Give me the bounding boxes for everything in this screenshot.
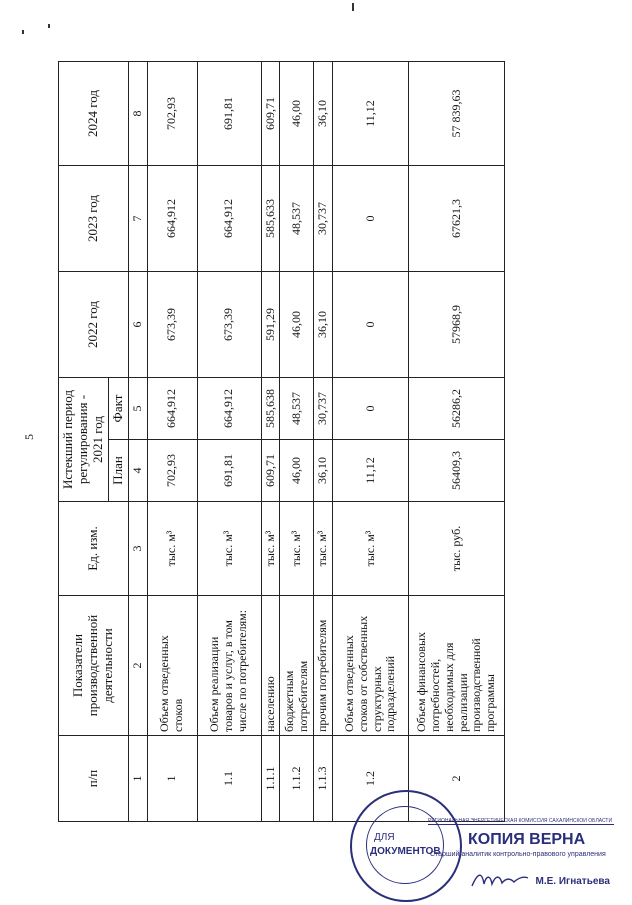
row-unit: тыс. м³ [314, 502, 333, 596]
table-row [197, 62, 261, 822]
stamp-position: Старший аналитик контрольно-правового управления [430, 851, 606, 858]
column-number: 3 [128, 502, 147, 596]
row-name: Объем отведенных стоков [147, 596, 197, 736]
row-2024: 46,00 [280, 62, 314, 166]
row-name: населению [261, 596, 280, 736]
seal-text-line-1: ДЛЯ [374, 832, 395, 843]
row-unit: тыс. руб. [409, 502, 505, 596]
row-fact: 664,912 [197, 378, 261, 440]
table-row [261, 62, 280, 822]
row-2022: 46,00 [280, 272, 314, 378]
row-name: бюджетным потребителям [280, 596, 314, 736]
row-fact: 664,912 [147, 378, 197, 440]
header-num: п/п [59, 736, 129, 822]
production-indicators-table [58, 61, 505, 822]
row-name: Объем реализации товаров и услуг, в том числе по потребителям: [197, 596, 261, 736]
row-unit: тыс. м³ [261, 502, 280, 596]
header-2023: 2023 год [59, 166, 129, 272]
row-num: 1.1 [197, 736, 261, 822]
header-plan: План [108, 440, 128, 502]
row-fact: 30,737 [314, 378, 333, 440]
table-row [147, 62, 197, 822]
row-plan: 36,10 [314, 440, 333, 502]
row-2023: 30,737 [314, 166, 333, 272]
page-number: 5 [22, 434, 36, 440]
row-2024: 702,93 [147, 62, 197, 166]
handwritten-signature [470, 868, 530, 890]
header-indicator: Показатели производственной деятельности [59, 596, 129, 736]
row-name: Объем финансовых потребностей, необходимых для реализации производственной программы [409, 596, 505, 736]
row-2022: 673,39 [147, 272, 197, 378]
row-2024: 691,81 [197, 62, 261, 166]
header-row [59, 62, 109, 822]
row-2022: 57968,9 [409, 272, 505, 378]
row-2024: 609,71 [261, 62, 280, 166]
row-unit: тыс. м³ [280, 502, 314, 596]
stamp-title: КОПИЯ ВЕРНА [468, 831, 586, 848]
seal-text-line-2: ДОКУМЕНТОВ [370, 846, 441, 857]
table-row [333, 62, 409, 822]
row-plan: 46,00 [280, 440, 314, 502]
row-num: 1.2 [333, 736, 409, 822]
row-2022: 36,10 [314, 272, 333, 378]
row-unit: тыс. м³ [197, 502, 261, 596]
table-row [280, 62, 314, 822]
column-number: 2 [128, 596, 147, 736]
header-period: Истекший период регулирования - 2021 год [59, 378, 109, 502]
row-fact: 585,638 [261, 378, 280, 440]
stamp-signatory-name: М.Е. Игнатьева [535, 876, 610, 887]
column-number: 5 [128, 378, 147, 440]
row-plan: 609,71 [261, 440, 280, 502]
row-2023: 585,633 [261, 166, 280, 272]
table-row [409, 62, 505, 822]
row-fact: 0 [333, 378, 409, 440]
row-name: прочим потребителям [314, 596, 333, 736]
header-2024: 2024 год [59, 62, 129, 166]
row-2023: 0 [333, 166, 409, 272]
row-fact: 48,537 [280, 378, 314, 440]
row-plan: 702,93 [147, 440, 197, 502]
column-numbers-row [128, 62, 147, 822]
header-unit: Ед. изм. [59, 502, 129, 596]
column-number: 7 [128, 166, 147, 272]
scan-mark [22, 30, 24, 34]
row-2022: 591,29 [261, 272, 280, 378]
scan-mark [352, 3, 354, 11]
column-number: 8 [128, 62, 147, 166]
rotated-table-wrapper [58, 62, 498, 822]
row-plan: 11,12 [333, 440, 409, 502]
row-num: 1 [147, 736, 197, 822]
row-2023: 664,912 [197, 166, 261, 272]
row-num: 1.1.2 [280, 736, 314, 822]
table-row [314, 62, 333, 822]
scan-mark [48, 24, 50, 28]
row-2023: 664,912 [147, 166, 197, 272]
row-2022: 0 [333, 272, 409, 378]
stamp-organization: РЕГИОНАЛЬНАЯ ЭНЕРГЕТИЧЕСКАЯ КОМИССИЯ САХАЛИНСКОЙ ОБЛАСТИ [428, 818, 613, 824]
row-name: Объем отведенных стоков от собственных структурных подразделений [333, 596, 409, 736]
row-2023: 48,537 [280, 166, 314, 272]
row-2024: 36,10 [314, 62, 333, 166]
header-2022: 2022 год [59, 272, 129, 378]
row-2022: 673,39 [197, 272, 261, 378]
column-number: 6 [128, 272, 147, 378]
row-2024: 11,12 [333, 62, 409, 166]
row-unit: тыс. м³ [147, 502, 197, 596]
row-plan: 56409,3 [409, 440, 505, 502]
header-fact: Факт [108, 378, 128, 440]
column-number: 4 [128, 440, 147, 502]
row-num: 1.1.1 [261, 736, 280, 822]
row-plan: 691,81 [197, 440, 261, 502]
row-fact: 56286,2 [409, 378, 505, 440]
row-2023: 67621,3 [409, 166, 505, 272]
row-num: 2 [409, 736, 505, 822]
row-num: 1.1.3 [314, 736, 333, 822]
column-number: 1 [128, 736, 147, 822]
row-2024: 57 839,63 [409, 62, 505, 166]
row-unit: тыс. м³ [333, 502, 409, 596]
